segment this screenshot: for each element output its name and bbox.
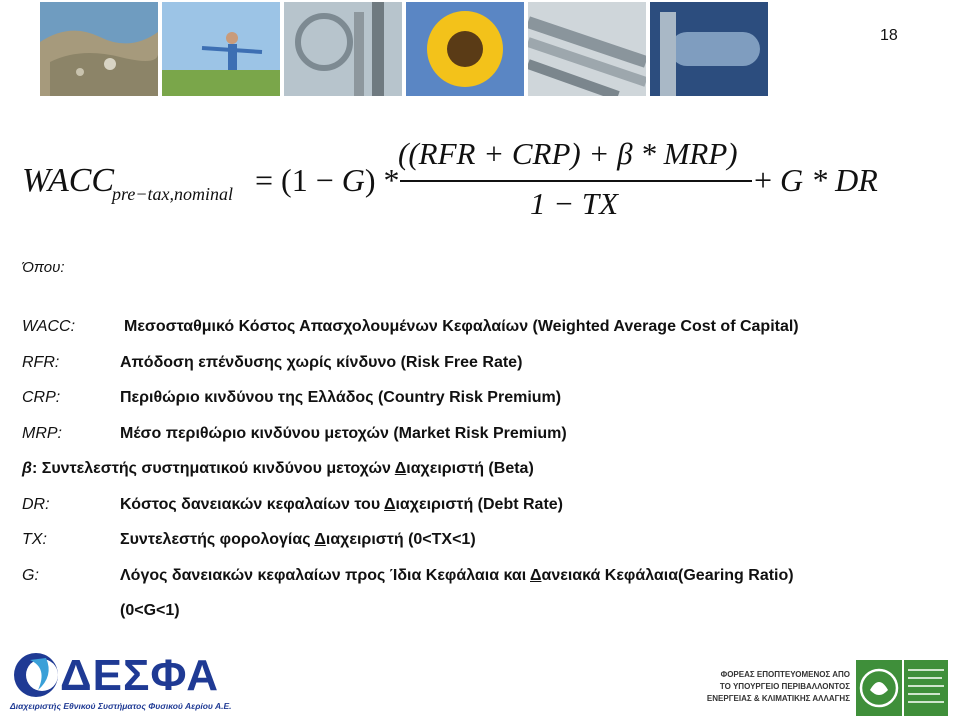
term: WACC: — [22, 318, 76, 335]
aerial-coast-photo — [40, 2, 158, 96]
coefficient-var: G — [341, 162, 365, 198]
tail-plus: + — [754, 162, 781, 198]
term: RFR: — [22, 353, 60, 371]
beta-description — [22, 460, 534, 477]
term: MRP: — [22, 424, 62, 442]
page-number: 18 — [880, 27, 898, 44]
beta-symbol: β — [22, 460, 32, 477]
desc-before: Συντελεστής φορολογίας — [120, 531, 315, 548]
desc-underlined: Δ — [314, 531, 326, 548]
desc-before: Λόγος δανειακών κεφαλαίων προς Ίδια Κεφάλαια και — [120, 566, 530, 584]
ministry-line-1: ΦΟΡΕΑΣ ΕΠΟΠΤΕΥΟΜΕΝΟΣ ΑΠΟ — [720, 670, 850, 679]
desc-underlined: Δ — [383, 495, 396, 513]
desc-after: ιαχειριστή (Debt Rate) — [395, 495, 563, 513]
definitions-list — [22, 318, 942, 638]
description: Μεσοσταθμικό Κόστος Απασχολουμένων Κεφαλαίων (Weighted Average Cost of Capital) — [124, 318, 799, 335]
ministry-line-2: ΤΟ ΥΠΟΥΡΓΕΙΟ ΠΕΡΙΒΑΛΛΟΝΤΟΣ — [719, 682, 850, 691]
coefficient-prefix: = (1 − — [255, 162, 342, 198]
gearing-range: (0<G<1) — [120, 602, 180, 619]
definition-tx — [22, 531, 942, 567]
definition-rfr — [22, 354, 942, 390]
formula-denominator: 1 − TX — [530, 186, 619, 221]
gas-pipe-blue-photo — [650, 2, 768, 96]
formula-coefficient — [255, 162, 400, 199]
definition-mrp — [22, 425, 942, 461]
header-photo-strip — [40, 2, 850, 96]
sunflower-photo — [406, 2, 524, 96]
definition-g-continuation — [22, 602, 942, 638]
desc-after: ιαχειριστή (0<TX<1) — [325, 531, 476, 548]
ministry-caption — [700, 669, 850, 705]
formula-lhs-subscript: pre−tax,nominal — [112, 184, 233, 204]
where-label: Όπου: — [22, 259, 65, 276]
desc-underlined: Δ — [530, 566, 542, 584]
beta-text-after: ιαχειριστή (Beta) — [406, 460, 534, 477]
tail-expr: G * DR — [780, 162, 878, 198]
person-in-field-photo — [162, 2, 280, 96]
ministry-logo — [856, 660, 948, 716]
desc-before: Κόστος δανειακών κεφαλαίων του — [120, 495, 384, 513]
industrial-valve-photo — [284, 2, 402, 96]
definition-crp — [22, 389, 942, 425]
description — [120, 567, 794, 585]
ministry-line-3: ΕΝΕΡΓΕΙΑΣ & ΚΛΙΜΑΤΙΚΗΣ ΑΛΛΑΓΗΣ — [706, 694, 850, 703]
definition-g — [22, 567, 942, 603]
desc-after: ανειακά Κεφάλαια(Gearing Ratio) — [541, 566, 794, 584]
description — [120, 531, 476, 549]
beta-text-before: : Συντελεστής συστηματικού κινδύνου μετοχών — [31, 460, 395, 477]
beta-underlined: Δ — [394, 460, 407, 477]
definition-beta — [22, 460, 942, 496]
pipelines-photo — [528, 2, 646, 96]
coefficient-suffix: ) * — [364, 162, 400, 198]
description — [120, 496, 563, 514]
term: G: — [22, 566, 39, 584]
term: TX: — [22, 531, 47, 548]
formula-lhs: WACC — [22, 162, 115, 199]
definition-dr — [22, 496, 942, 532]
formula-tail — [754, 162, 878, 199]
term: CRP: — [22, 389, 61, 406]
description: Περιθώριο κινδύνου της Ελλάδος (Country Risk Premium) — [120, 389, 562, 406]
fraction-line — [400, 180, 752, 182]
term: DR: — [22, 495, 50, 513]
formula-numerator: ((RFR + CRP) + β * MRP) — [398, 136, 738, 171]
desfa-logo-text: ΔΕΣΦΑ — [60, 651, 220, 700]
wacc-formula — [0, 130, 960, 230]
description: Μέσο περιθώριο κινδύνου μετοχών (Market Risk Premium) — [120, 424, 567, 442]
description: Απόδοση επένδυσης χωρίς κίνδυνο (Risk Free Rate) — [120, 353, 523, 371]
definition-wacc — [22, 318, 942, 354]
desfa-tagline: Διαχειριστής Εθνικού Συστήματος Φυσικού Αερίου Α.Ε. — [10, 701, 232, 711]
